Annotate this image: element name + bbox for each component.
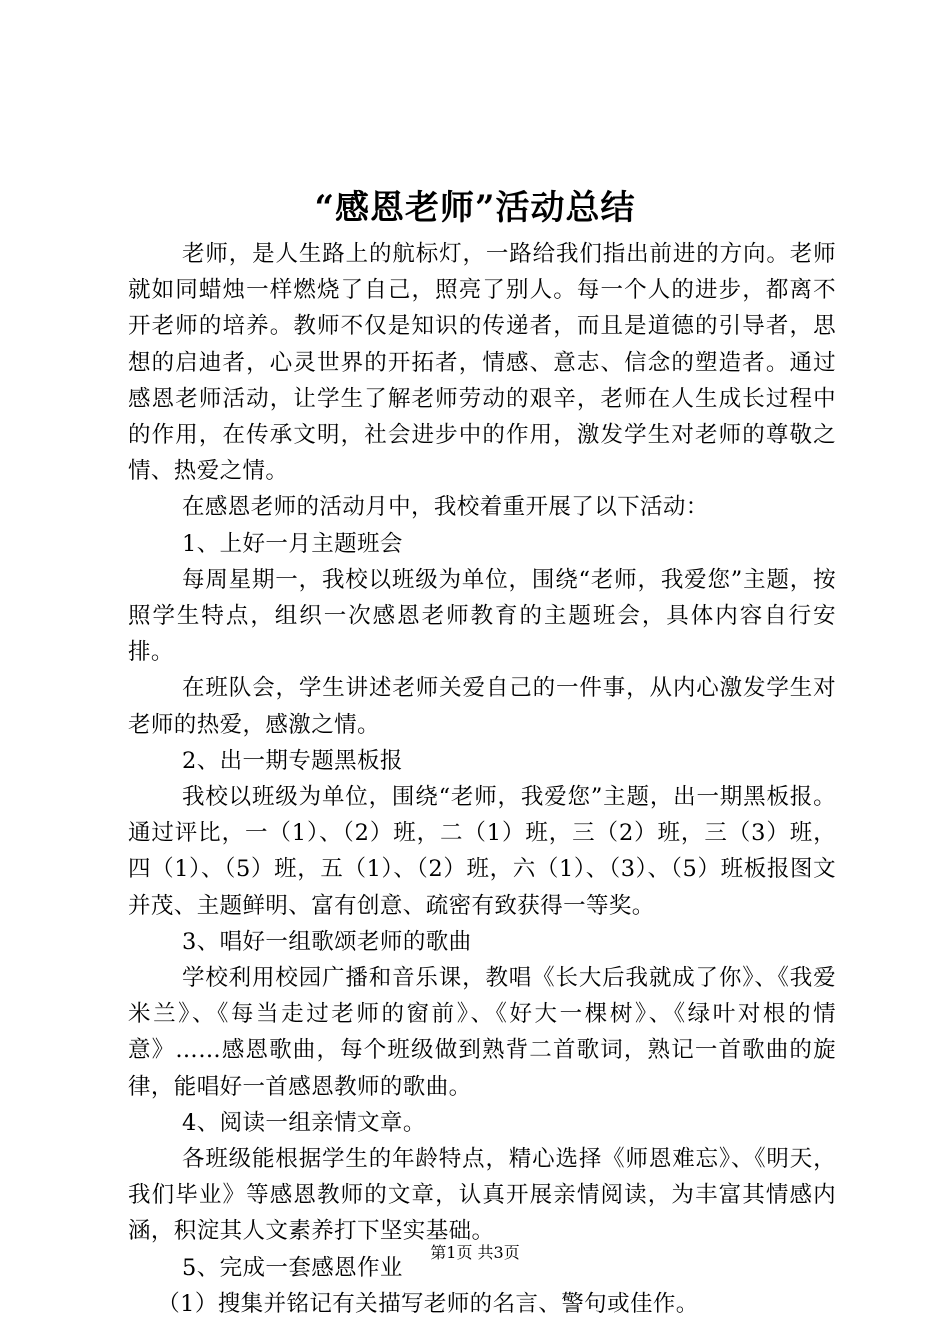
section-5-item-1: （1）搜集并铭记有关描写老师的名言、警句或佳作。: [157, 1290, 699, 1317]
section-heading-1: 1、上好一月主题班会: [182, 530, 403, 557]
document-title: “感恩老师”活动总结: [314, 188, 636, 228]
section-3-paragraph: 学校利用校园广播和音乐课，教唱《长大后我就成了你》、《我爱米兰》、《每当走过老师的窗前》、《好大一棵树》、《绿叶对根的情意》……感恩歌曲，每个班级做到熟背二首歌词，熟记一首歌曲的旋律，能唱好一首感恩教师的歌曲。: [128, 965, 836, 1100]
intro-paragraph: 老师，是人生路上的航标灯，一路给我们指出前进的方向。老师就如同蜡烛一样燃烧了自己，照亮了别人。每一个人的进步，都离不开老师的培养。教师不仅是知识的传递者，而且是道德的引导者，思想的启迪者，心灵世界的开拓者，情感、意志、信念的塑造者。通过感恩老师活动，让学生了解老师劳动的艰辛，老师在人生成长过程中的作用，在传承文明，社会进步中的作用，激发学生对老师的尊敬之情、热爱之情。: [128, 241, 836, 485]
section-heading-3: 3、唱好一组歌颂老师的歌曲: [182, 928, 472, 955]
page-footer: 第1页 共3页: [430, 1243, 520, 1262]
section-2-paragraph: 我校以班级为单位，围绕“老师，我爱您”主题，出一期黑板报。通过评比，一（1）、（2）班，二（1）班，三（2）班，三（3）班，四（1）、（5）班，五（1）、（2）班，六（1）、（3）、（5）班板报图文并茂、主题鲜明、富有创意、疏密有致获得一等奖。: [128, 784, 836, 919]
section-1-paragraph-1: 每周星期一，我校以班级为单位，围绕“老师，我爱您”主题，按照学生特点，组织一次感恩老师教育的主题班会，具体内容自行安排。: [128, 566, 836, 666]
section-heading-2: 2、出一期专题黑板报: [182, 747, 403, 774]
section-heading-4: 4、阅读一组亲情文章。: [182, 1109, 426, 1136]
activities-intro-paragraph: 在感恩老师的活动月中，我校着重开展了以下活动：: [182, 494, 709, 521]
section-heading-5: 5、完成一套感恩作业: [182, 1254, 403, 1281]
section-1-paragraph-2: 在班队会，学生讲述老师关爱自己的一件事，从内心激发学生对老师的热爱，感激之情。: [128, 675, 836, 738]
section-4-paragraph: 各班级能根据学生的年龄特点，精心选择《师恩难忘》、《明天，我们毕业》等感恩教师的文章，认真开展亲情阅读，为丰富其情感内涵，积淀其人文素养打下坚实基础。: [128, 1146, 836, 1245]
document-body: [128, 236, 836, 1322]
